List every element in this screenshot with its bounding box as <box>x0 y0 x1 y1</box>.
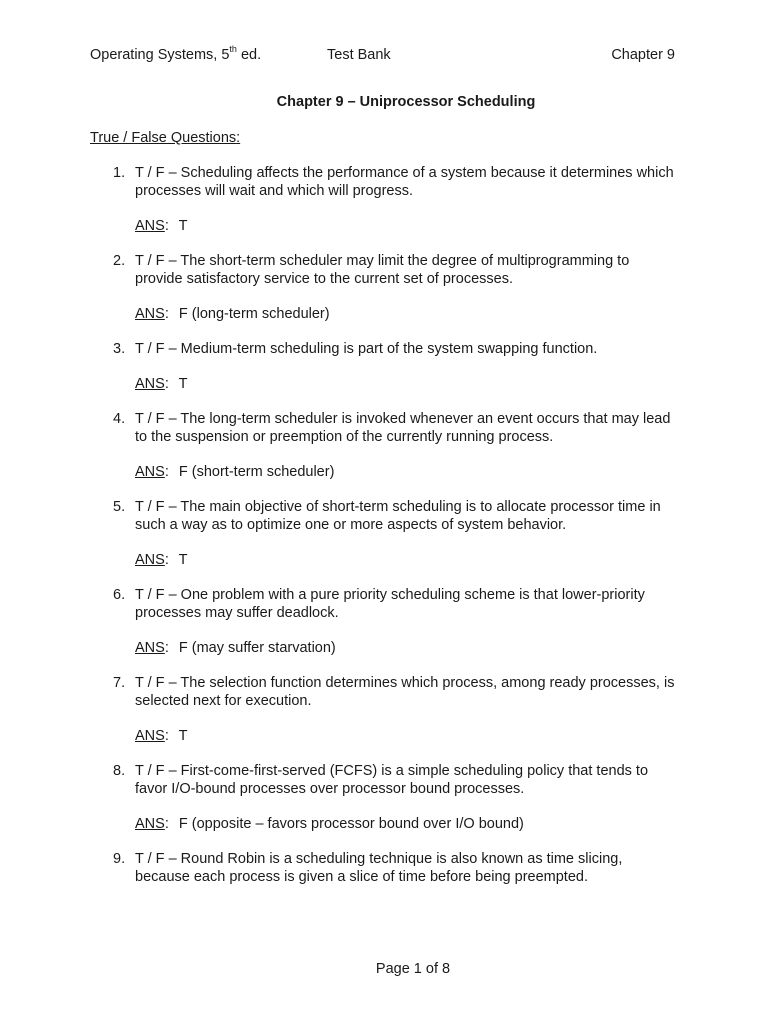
question-text: T / F – The main objective of short-term scheduling is to allocate processor time in such a way as to optimize one or more aspects of system behavior. <box>135 499 661 533</box>
question-number: 7. <box>113 675 126 691</box>
answer-line: ANS: T <box>135 728 188 744</box>
answer-value: F (opposite – favors processor bound over I/O bound) <box>178 816 524 832</box>
question-item <box>90 164 690 235</box>
answer-line: ANS: T <box>135 218 188 234</box>
header-test-bank: Test Bank <box>327 47 391 63</box>
answer-label: ANS <box>135 816 165 832</box>
answer-label: ANS <box>135 218 165 234</box>
header-book-title: Operating Systems, 5th ed. <box>90 44 262 63</box>
answer-value: F (short-term scheduler) <box>178 464 335 480</box>
header-chapter: Chapter 9 <box>611 47 675 63</box>
question-item <box>90 674 690 745</box>
answer-label: ANS <box>135 376 165 392</box>
answer-label: ANS <box>135 306 165 322</box>
question-text: T / F – One problem with a pure priority scheduling scheme is that lower-priority processes may suffer deadlock. <box>135 587 645 621</box>
question-item <box>90 762 690 833</box>
question-number: 1. <box>113 165 126 181</box>
question-list <box>90 164 690 903</box>
question-item <box>90 410 690 481</box>
answer-label: ANS <box>135 464 165 480</box>
question-text: T / F – The selection function determines which process, among ready processes, is selected next for execution. <box>135 675 675 709</box>
answer-value: T <box>178 218 188 234</box>
question-number: 2. <box>113 253 126 269</box>
answer-line: ANS: F (long-term scheduler) <box>135 306 330 322</box>
question-text: T / F – Medium-term scheduling is part of the system swapping function. <box>135 341 598 357</box>
answer-value: F (long-term scheduler) <box>178 306 330 322</box>
question-number: 3. <box>113 341 126 357</box>
question-item <box>90 340 690 393</box>
question-item <box>90 252 690 323</box>
chapter-title: Chapter 9 – Uniprocessor Scheduling <box>276 94 536 110</box>
question-text: T / F – The long-term scheduler is invoked whenever an event occurs that may lead to the suspension or preemption of the currently running process. <box>135 411 671 445</box>
question-text: T / F – First-come-first-served (FCFS) is a simple scheduling policy that tends to favor I/O-bound processes over processor bound processes. <box>135 763 649 797</box>
page-header <box>90 46 675 66</box>
question-text: T / F – The short-term scheduler may limit the degree of multiprogramming to provide satisfactory service to the current set of processes. <box>135 253 630 287</box>
question-number: 6. <box>113 587 126 603</box>
answer-line: ANS: F (may suffer starvation) <box>135 640 336 656</box>
section-heading: True / False Questions: <box>90 130 241 146</box>
question-number: 8. <box>113 763 126 779</box>
answer-line: ANS: T <box>135 552 188 568</box>
answer-label: ANS <box>135 728 165 744</box>
answer-label: ANS <box>135 552 165 568</box>
answer-value: T <box>178 728 188 744</box>
question-item <box>90 850 690 886</box>
answer-value: T <box>178 376 188 392</box>
answer-value: F (may suffer starvation) <box>178 640 336 656</box>
answer-label: ANS <box>135 640 165 656</box>
question-number: 9. <box>113 851 126 867</box>
answer-line: ANS: F (opposite – favors processor bound over I/O bound) <box>135 816 524 832</box>
question-number: 5. <box>113 499 126 515</box>
question-item <box>90 586 690 657</box>
question-text: T / F – Scheduling affects the performance of a system because it determines which processes will wait and which will progress. <box>135 165 674 199</box>
answer-line: ANS: T <box>135 376 188 392</box>
question-number: 4. <box>113 411 126 427</box>
question-item <box>90 498 690 569</box>
question-text: T / F – Round Robin is a scheduling technique is also known as time slicing, because each process is given a slice of time before being preempted. <box>135 851 623 885</box>
answer-line: ANS: F (short-term scheduler) <box>135 464 335 480</box>
page-footer: Page 1 of 8 <box>375 961 451 977</box>
answer-value: T <box>178 552 188 568</box>
